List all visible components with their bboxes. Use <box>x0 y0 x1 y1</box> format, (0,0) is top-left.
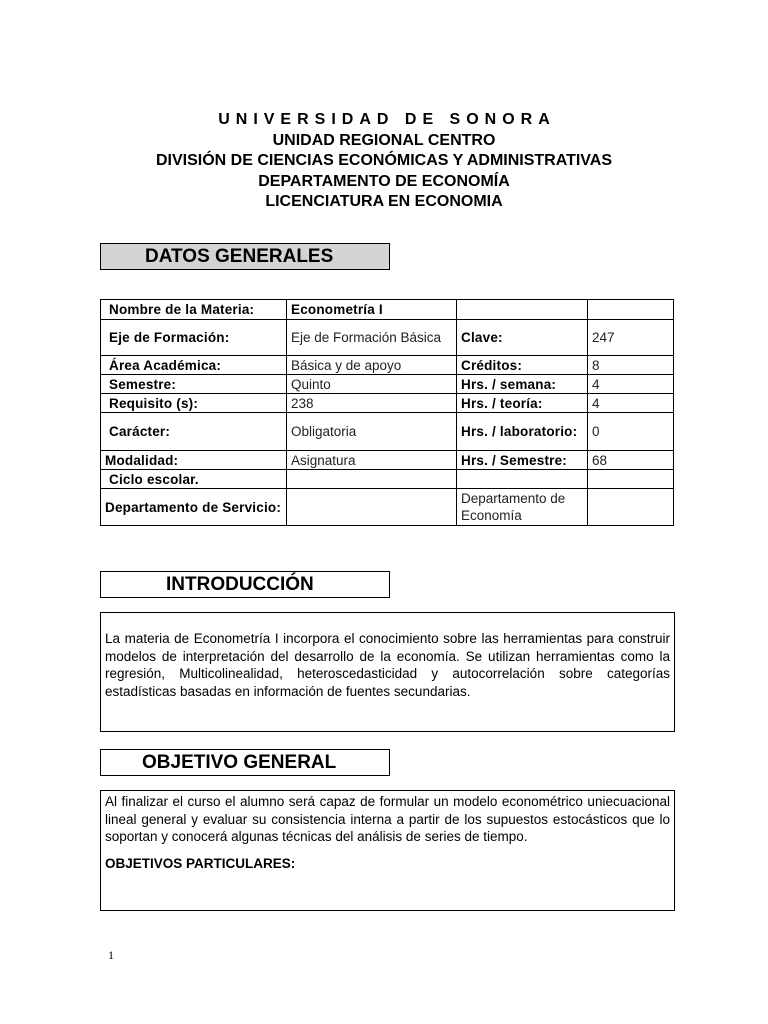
university-name: UNIVERSIDAD DE SONORA <box>218 111 556 128</box>
row-value-2 <box>588 470 674 489</box>
row-value: Econometría I <box>287 300 457 320</box>
row-label: Eje de Formación: <box>101 320 287 356</box>
row-label-2: Clave: <box>457 320 588 356</box>
table-row <box>101 300 674 320</box>
row-label-2: Hrs. / teoría: <box>457 394 588 413</box>
row-value: Quinto <box>287 375 457 394</box>
row-value-2: 4 <box>588 394 674 413</box>
datos-generales-table <box>100 299 674 526</box>
row-label-2 <box>457 470 588 489</box>
introduccion-box <box>100 612 675 732</box>
table-row <box>101 320 674 356</box>
row-value-2 <box>588 300 674 320</box>
row-label-2: Hrs. / Semestre: <box>457 451 588 470</box>
row-value-2: 4 <box>588 375 674 394</box>
row-label-2: Hrs. / laboratorio: <box>457 413 588 451</box>
objetivo-general-heading: OBJETIVO GENERAL <box>100 749 390 776</box>
row-label: Departamento de Servicio: <box>101 489 287 526</box>
table-row <box>101 451 674 470</box>
program-name: LICENCIATURA EN ECONOMIA <box>265 193 503 210</box>
row-label: Carácter: <box>101 413 287 451</box>
table-row <box>101 413 674 451</box>
row-label: Ciclo escolar. <box>101 470 287 489</box>
row-label: Nombre de la Materia: <box>101 300 287 320</box>
row-label: Modalidad: <box>101 451 287 470</box>
objetivos-particulares-label: OBJETIVOS PARTICULARES: <box>105 855 296 871</box>
page-number: 1 <box>108 948 114 962</box>
introduccion-heading: INTRODUCCIÓN <box>100 571 390 598</box>
document-header <box>0 110 768 213</box>
table-row <box>101 394 674 413</box>
row-value-2: 68 <box>588 451 674 470</box>
introduccion-text: La materia de Econometría I incorpora el conocimiento sobre las herramientas para construir modelos de interpretación del desarrollo de la economía. Se utilizan herramientas como la regresión, Multicolinealidad, heteroscedasticidad y autocorrelación sobre categorías estadísticas basadas en información de fuentes secundarias. <box>105 631 670 699</box>
row-label: Área Académica: <box>101 356 287 375</box>
row-label: Requisito (s): <box>101 394 287 413</box>
row-label-2: Créditos: <box>457 356 588 375</box>
table-row <box>101 489 674 526</box>
row-label: Semestre: <box>101 375 287 394</box>
row-label-2 <box>457 300 588 320</box>
objetivo-general-box <box>100 790 675 911</box>
row-value: Básica y de apoyo <box>287 356 457 375</box>
row-value-2: 0 <box>588 413 674 451</box>
division-name: DIVISIÓN DE CIENCIAS ECONÓMICAS Y ADMINISTRATIVAS <box>155 152 613 169</box>
row-value-2: 8 <box>588 356 674 375</box>
row-value-2: 247 <box>588 320 674 356</box>
row-value <box>287 470 457 489</box>
row-value <box>287 489 457 526</box>
row-label-2: Departamento de Economía <box>457 489 588 526</box>
table-row <box>101 375 674 394</box>
row-value: Eje de Formación Básica <box>287 320 457 356</box>
datos-generales-heading: DATOS GENERALES <box>100 243 390 270</box>
objetivo-general-text: Al finalizar el curso el alumno será capaz de formular un modelo econométrico uniecuacional lineal general y evaluar su consistencia interna a partir de los supuestos estocásticos que lo soportan y conocerá algunas técnicas del análisis de series de tiempo. <box>105 794 670 844</box>
table-row <box>101 470 674 489</box>
regional-unit: UNIDAD REGIONAL CENTRO <box>272 131 496 149</box>
table-row <box>101 356 674 375</box>
row-value-2 <box>588 489 674 526</box>
department-name: DEPARTAMENTO DE ECONOMÍA <box>258 172 510 190</box>
row-value: Obligatoria <box>287 413 457 451</box>
row-value: Asignatura <box>287 451 457 470</box>
row-label-2: Hrs. / semana: <box>457 375 588 394</box>
row-value: 238 <box>287 394 457 413</box>
